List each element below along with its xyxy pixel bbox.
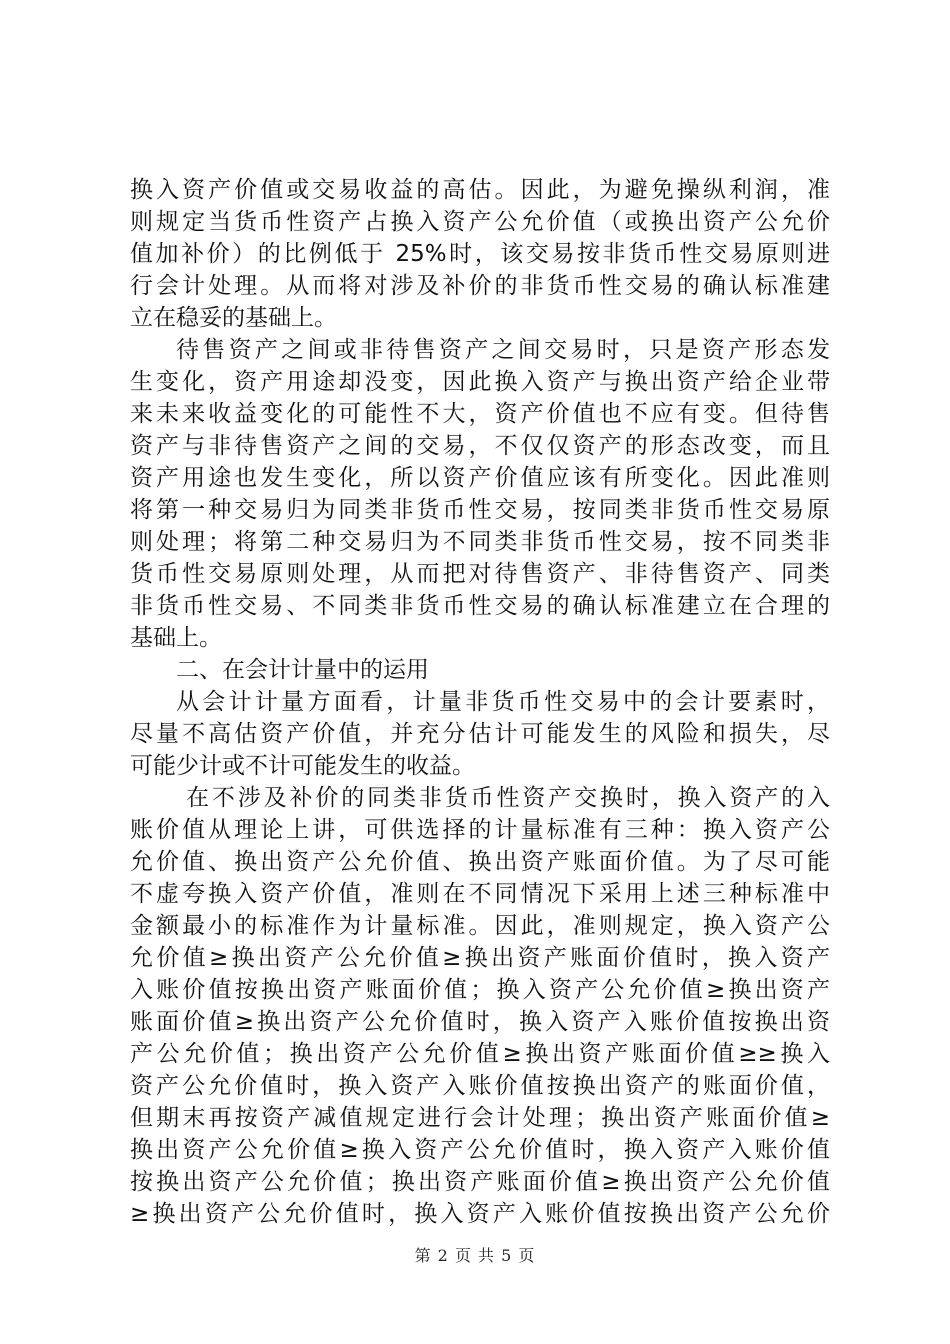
text-line: 可能少计或不计可能发生的收益。 — [130, 753, 475, 779]
text-line: 允价值、换出资产公允价值、换出资产账面价值。为了尽可能 — [130, 849, 830, 875]
text-line: 不虚夸换入资产价值，准则在不同情况下采用上述三种标准中 — [130, 881, 830, 907]
text-line: 行会计处理。从而将对涉及补价的非货币性交易的确认标准建 — [130, 273, 830, 299]
text-line: 非货币性交易、不同类非货币性交易的确认标准建立在合理的 — [130, 593, 830, 619]
text-line: 待售资产之间或非待售资产之间交易时，只是资产形态发 — [176, 337, 830, 363]
text-line: 货币性交易原则处理，从而把对待售资产、非待售资产、同类 — [130, 561, 830, 587]
text-line: 入账价值按换出资产账面价值；换入资产公允价值≥换出资产 — [130, 977, 830, 1003]
text-line: 在不涉及补价的同类非货币性资产交换时，换入资产的入 — [186, 785, 830, 811]
text-line: 资产公允价值时，换入资产入账价值按换出资产的账面价值， — [130, 1073, 830, 1099]
text-line: 立在稳妥的基础上。 — [130, 305, 337, 331]
text-line: 生变化，资产用途却没变，因此换入资产与换出资产给企业带 — [130, 369, 830, 395]
page-footer: 第 2 页 共 5 页 — [414, 1246, 536, 1265]
text-line: 基础上。 — [130, 625, 222, 651]
text-line: 但期末再按资产减值规定进行会计处理；换出资产账面价值≥ — [130, 1105, 830, 1131]
text-line: 则规定当货币性资产占换入资产公允价值（或换出资产公允价 — [130, 209, 830, 235]
text-line: 按换出资产公允价值；换出资产账面价值≥换出资产公允价值 — [130, 1169, 830, 1195]
text-line: 账价值从理论上讲，可供选择的计量标准有三种：换入资产公 — [130, 817, 830, 843]
text-line: 值加补价）的比例低于 25%时，该交易按非货币性交易原则进 — [130, 241, 830, 267]
text-line: 从会计计量方面看，计量非货币性交易中的会计要素时， — [176, 689, 830, 715]
text-line: 二、在会计计量中的运用 — [176, 657, 429, 683]
text-line: 允价值≥换出资产公允价值≥换出资产账面价值时，换入资产 — [130, 945, 830, 971]
document-body — [130, 174, 830, 1230]
text-line: 账面价值≥换出资产公允价值时，换入资产入账价值按换出资 — [130, 1009, 830, 1035]
text-line: 金额最小的标准作为计量标准。因此，准则规定，换入资产公 — [130, 913, 830, 939]
text-line: 尽量不高估资产价值，并充分估计可能发生的风险和损失，尽 — [130, 721, 830, 747]
text-line: 换出资产公允价值≥换入资产公允价值时，换入资产入账价值 — [130, 1137, 830, 1163]
text-line: 则处理；将第二种交易归为不同类非货币性交易，按不同类非 — [130, 529, 830, 555]
text-line: ≥换出资产公允价值时，换入资产入账价值按换出资产公允价 — [130, 1201, 830, 1227]
text-line: 资产与非待售资产之间的交易，不仅仅资产的形态改变，而且 — [130, 433, 830, 459]
text-line: 来未来收益变化的可能性不大，资产价值也不应有变。但待售 — [130, 401, 830, 427]
text-line: 换入资产价值或交易收益的高估。因此，为避免操纵利润，准 — [130, 177, 830, 203]
text-line: 产公允价值；换出资产公允价值≥换出资产账面价值≥≥换入 — [130, 1041, 830, 1067]
text-line: 将第一种交易归为同类非货币性交易，按同类非货币性交易原 — [130, 497, 830, 523]
text-line: 资产用途也发生变化，所以资产价值应该有所变化。因此准则 — [130, 465, 830, 491]
